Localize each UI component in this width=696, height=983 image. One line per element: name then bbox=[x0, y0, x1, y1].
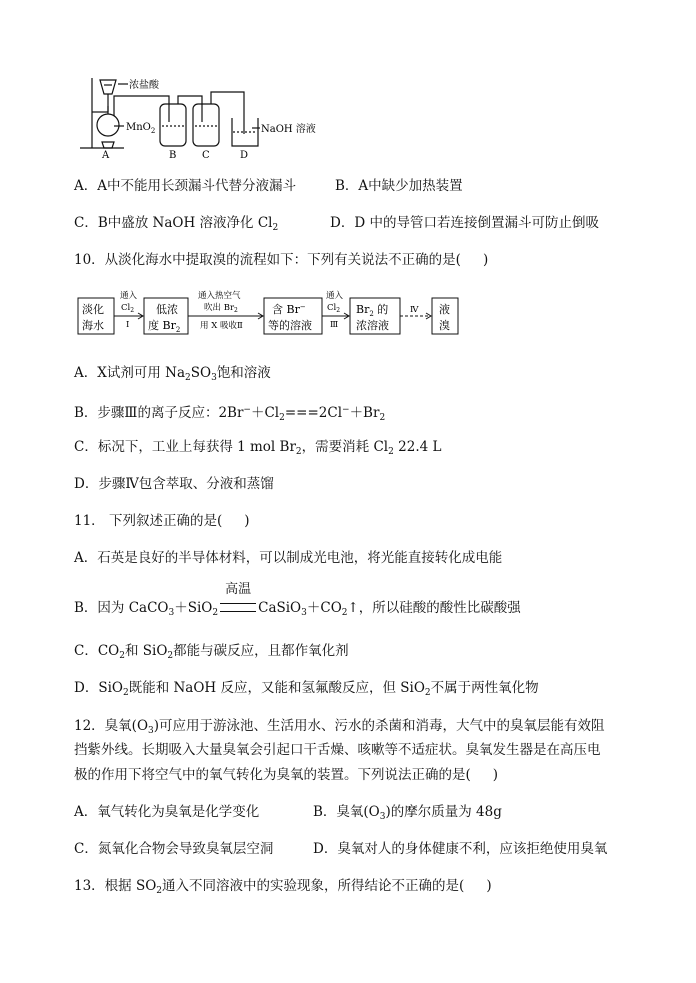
reaction-condition: 高温 bbox=[220, 597, 256, 612]
label-naoh: NaOH 溶液 bbox=[261, 124, 316, 135]
q12-stem-line3: 极的作用下将空气中的氧气转化为臭氧的装置。下列说法正确的是( ) bbox=[74, 767, 499, 783]
q11-option-d: D．SiO$_2$既能和 NaOH 反应，又能和氢氟酸反应，但 SiO$_2$不属于两性氧化物 bbox=[74, 680, 539, 698]
q12-option-c: C．氮氧化合物会导致臭氧层空洞 bbox=[74, 841, 274, 857]
q9-option-a: A．A中不能用长颈漏斗代替分液漏斗 bbox=[74, 178, 296, 194]
apparatus-diagram bbox=[74, 70, 334, 162]
step4-label: Ⅳ bbox=[410, 305, 419, 315]
step2-label: 通入热空气 bbox=[198, 291, 241, 301]
step1-num: Ⅰ bbox=[126, 320, 130, 330]
q13-stem: 13．根据 $SO_2$通入不同溶液中的实验现象，所得结论不正确的是( ) bbox=[74, 878, 492, 896]
q12-option-b: B．臭氧$(O_3)$的摩尔质量为 48g bbox=[313, 804, 502, 822]
box-br-solution-2: 等的溶液 bbox=[268, 319, 312, 332]
label-b: B bbox=[169, 150, 177, 161]
q12-option-d: D．臭氧对人的身体健康不利，应该拒绝使用臭氧 bbox=[313, 841, 608, 857]
step1-label: 通入 bbox=[120, 291, 138, 301]
q12-stem-line1: 12．臭氧$(O_3)$可应用于游泳池、生活用水、污水的杀菌和消毒，大气中的臭氧层能有效阻 bbox=[74, 718, 605, 736]
step2-absorb: 用 X 吸收Ⅱ bbox=[200, 321, 243, 331]
q10-flowchart bbox=[76, 290, 462, 338]
q11-stem: 11． 下列叙述正确的是( ) bbox=[74, 513, 250, 529]
box-br-solution: 含 Br− bbox=[272, 303, 306, 316]
box-liquid-br: 液 bbox=[439, 303, 450, 316]
q10-option-b: B．步骤Ⅲ的离子反应：$2Br^-+Cl_2===2Cl^-+Br_2$ bbox=[74, 405, 386, 423]
box-low-br2-2: 度 $Br_2$ bbox=[148, 319, 181, 334]
label-c: C bbox=[202, 150, 210, 161]
label-conc-hcl: 浓盐酸 bbox=[129, 80, 159, 91]
q11-option-a: A．石英是良好的半导体材料，可以制成光电池，将光能直接转化成电能 bbox=[74, 550, 503, 566]
step1-cl2: $Cl_2$ bbox=[121, 303, 135, 314]
q11-option-c: C．$CO_2$和 SiO$_2$都能与碳反应，且都作氧化剂 bbox=[74, 643, 349, 661]
step3-label: 通入 bbox=[326, 291, 344, 301]
box-low-br2: 低浓 bbox=[156, 303, 178, 316]
step3-num: Ⅲ bbox=[330, 320, 339, 330]
q10-option-c: C．标况下，工业上每获得 1 mol $Br_2$，需要消耗 $Cl_2$ 22.4 L bbox=[74, 439, 442, 457]
box-desalinated: 淡化 bbox=[82, 303, 104, 316]
label-d: D bbox=[240, 150, 249, 161]
box-br2-conc-2: 浓溶液 bbox=[356, 319, 389, 332]
q9-option-b: B．A中缺少加热装置 bbox=[335, 178, 463, 194]
label-mno2: MnO$_2$ bbox=[126, 122, 156, 135]
q10-option-d: D．步骤Ⅳ包含萃取、分液和蒸馏 bbox=[74, 476, 274, 492]
q11-option-b: B．因为 CaCO$_3$＋SiO$_2$ 高温 $CaSiO_3+CO_2↑$，所以硅酸的酸性比碳酸强 bbox=[74, 582, 521, 618]
step3-cl2: $Cl_2$ bbox=[327, 303, 341, 314]
q10-option-a: A．X试剂可用 $Na_2SO_3$饱和溶液 bbox=[74, 365, 271, 383]
q12-option-a: A．氧气转化为臭氧是化学变化 bbox=[74, 804, 260, 820]
q10-stem: 10．从淡化海水中提取溴的流程如下：下列有关说法不正确的是( ) bbox=[74, 252, 489, 268]
box-br2-conc: $Br_2$ 的 bbox=[356, 303, 389, 318]
step2-blow: 吹出 $Br_2$ bbox=[204, 303, 238, 314]
box-desalinated-2: 海水 bbox=[82, 319, 104, 332]
q9-option-c: C．B中盛放 NaOH 溶液净化 $Cl_2$ bbox=[74, 215, 279, 233]
label-a: A bbox=[102, 150, 110, 161]
q9-option-d: D．D 中的导管口若连接倒置漏斗可防止倒吸 bbox=[330, 215, 599, 231]
q12-stem-line2: 挡紫外线。长期吸入大量臭氧会引起口干舌燥、咳嗽等不适症状。臭氧发生器是在高压电 bbox=[74, 742, 601, 758]
box-liquid-br-2: 溴 bbox=[439, 319, 450, 332]
